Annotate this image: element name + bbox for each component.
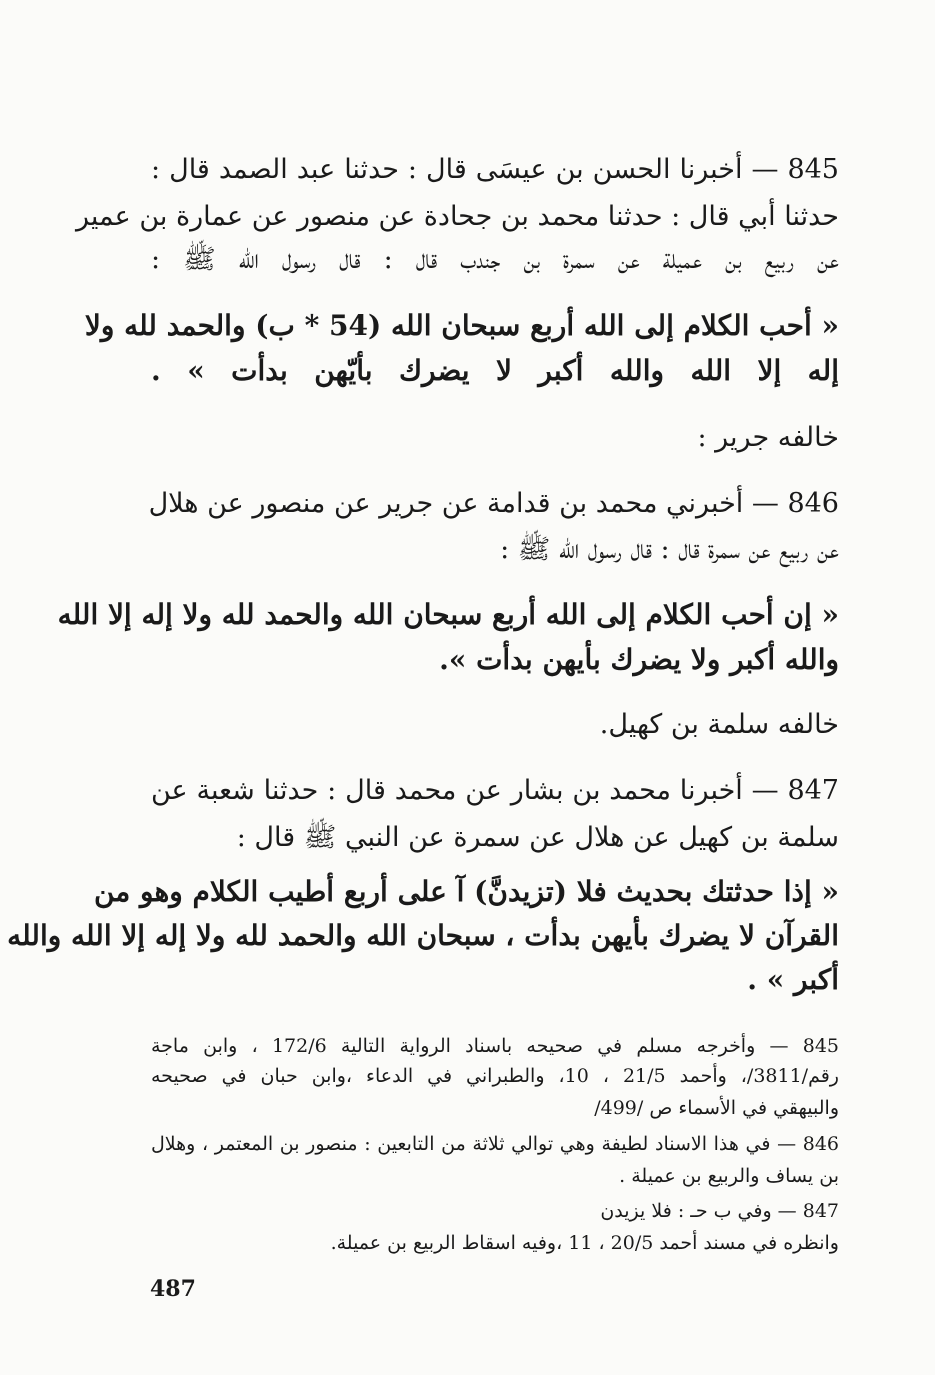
hadith-846-line-2: عن ربيع عن سمرة قال : قال رسول الله ﷺ :: [500, 534, 839, 565]
hadith-845-line-2: حدثنا أبي قال : حدثنا محمد بن جحادة عن منصور عن عمارة بن عمير: [75, 201, 839, 232]
footnote-846-line-1: 846 — في هذا الاسناد لطيفة وهي توالي ثلاثة من التابعين : منصور بن المعتمر ، وهلال: [151, 1133, 839, 1155]
page-number: 487: [150, 1276, 196, 1302]
hadith-846-line-1: 846 — أخبرني محمد بن قدامة عن جرير عن منصور عن هلال: [148, 488, 839, 519]
footnote-847-line-1: 847 — وفي ب حـ : فلا يزيدن: [600, 1200, 839, 1222]
hadith-846-matn-2: والله أكبر ولا يضرك بأيهن بدأت ».: [439, 643, 839, 676]
hadith-845-matn-1: « أحب الكلام إلى الله أربع سبحان الله (54 * ب) والحمد لله ولا: [84, 309, 839, 342]
footnote-846-line-2: بن يساف والربيع بن عميلة .: [619, 1165, 839, 1187]
hadith-847-matn-2: القرآن لا يضرك بأيهن بدأت ، سبحان الله والحمد لله ولا إله إلا الله والله: [7, 919, 839, 952]
footnote-847-line-2: وانظره في مسند أحمد 20/5 ، 11 ،وفيه اسقاط الربيع بن عميلة.: [330, 1232, 839, 1254]
footnote-845-line-1: 845 — وأخرجه مسلم في صحيحه باسناد الرواية التالية 172/6 ، وابن ماجة: [151, 1035, 839, 1057]
note-khalafahu-salama: خالفه سلمة بن كهيل.: [599, 709, 839, 740]
hadith-845-line-1: 845 — أخبرنا الحسن بن عيسَى قال : حدثنا عبد الصمد قال :: [151, 154, 839, 185]
hadith-847-matn-1: « إذا حدثتك بحديث فلا (تزيدنَّ) آ على أربع أطيب الكلام وهو من: [93, 875, 839, 908]
hadith-846-matn-1: « إن أحب الكلام إلى الله أربع سبحان الله والحمد لله ولا إله إلا الله: [57, 598, 839, 631]
hadith-847-line-2: سلمة بن كهيل عن هلال عن سمرة عن النبي ﷺ قال :: [236, 822, 839, 853]
hadith-847-line-1: 847 — أخبرنا محمد بن بشار عن محمد قال : حدثنا شعبة عن: [151, 775, 839, 806]
footnote-845-line-2: رقم/3811/، وأحمد 21/5 ، 10، والطبراني في الدعاء ،وابن حبان في صحيحه: [151, 1065, 839, 1087]
hadith-845-matn-2: إله إلا الله والله أكبر لا يضرك بأيّهن بدأت » .: [151, 354, 839, 387]
hadith-845-line-3: عن ربيع بن عميلة عن سمرة بن جندب قال : قال رسول الله ﷺ :: [151, 244, 839, 275]
note-khalafahu-jarir: خالفه جرير :: [697, 422, 839, 453]
hadith-847-matn-3: أكبر » .: [747, 963, 839, 996]
footnote-845-line-3: والبيهقي في الأسماء ص /499/: [594, 1097, 839, 1119]
